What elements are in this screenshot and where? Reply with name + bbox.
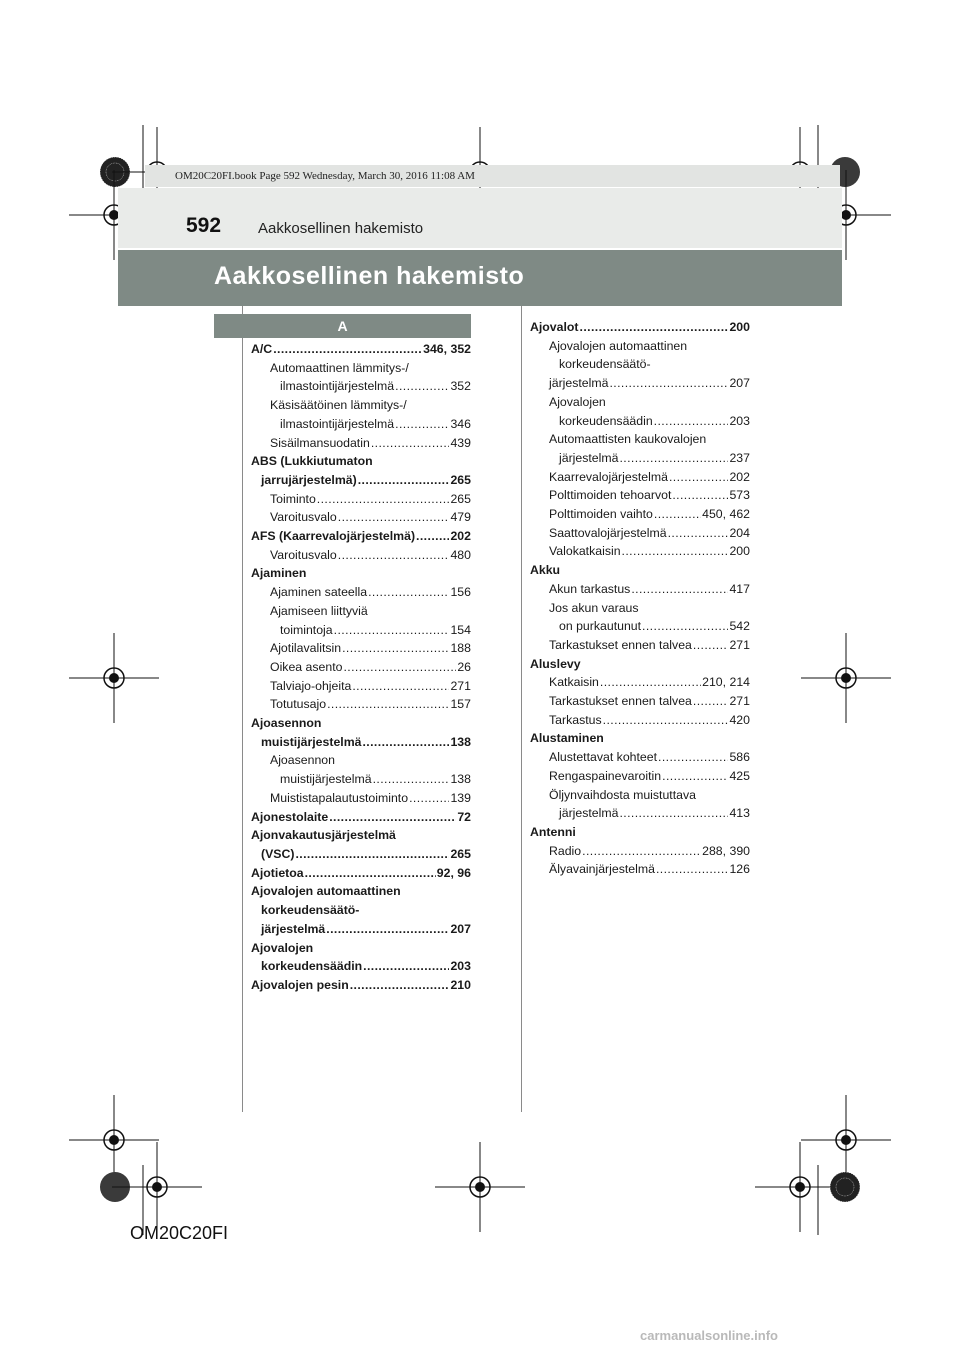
index-entry-leader [329, 808, 456, 827]
index-entry [530, 711, 750, 730]
index-entry [251, 845, 471, 864]
index-entry-term: Ajaminen sateella [270, 585, 368, 600]
index-entry-term: Ajoasennon [251, 716, 322, 731]
index-entry-page[interactable]: 413 [729, 806, 750, 821]
index-entry [251, 751, 471, 770]
index-entry-leader [693, 636, 729, 655]
index-entry-term: Ajovalot [530, 320, 579, 334]
index-entry-page[interactable]: 200 [729, 544, 750, 559]
index-entry-term: Tarkastukset ennen talvea [549, 694, 692, 709]
index-entry [251, 583, 471, 602]
index-entry-term: ilmastointijärjestelmä [280, 416, 395, 431]
index-entry [530, 449, 750, 468]
index-entry-term: Talviajo-ohjeita [270, 678, 352, 693]
index-entry-page[interactable]: 138 [450, 734, 471, 749]
index-entry [251, 864, 471, 883]
index-entry-term: Akun tarkastus [549, 581, 631, 596]
index-entry-term: Ajovalojen pesin [251, 977, 349, 992]
index-entry [251, 901, 471, 920]
index-entry-leader [395, 377, 449, 396]
index-entry-term: Automaattisten kaukovalojen [549, 432, 707, 447]
watermark: carmanualsonline.info [640, 1328, 778, 1343]
index-entry [251, 957, 471, 976]
index-entry-leader [409, 789, 449, 808]
index-entry [530, 673, 750, 692]
index-entry-term: muistijärjestelmä [261, 734, 362, 749]
index-entry-leader [619, 449, 728, 468]
index-entry [251, 527, 471, 546]
index-entry-term: järjestelmä [261, 921, 326, 936]
index-entry-page[interactable]: 188 [450, 641, 471, 656]
footer-code: OM20C20FI [130, 1223, 229, 1243]
index-entry-leader [603, 711, 729, 730]
index-entry-page[interactable]: 154 [450, 622, 471, 637]
index-entry-leader [600, 673, 701, 692]
index-entry-term: Ajovalojen automaattinen [251, 884, 401, 899]
index-entry-leader [326, 920, 449, 939]
index-entry [530, 524, 750, 543]
index-entry [251, 490, 471, 509]
index-entry-leader [654, 412, 729, 431]
index-entry-leader [362, 733, 449, 752]
index-entry [530, 823, 750, 842]
index-entry [251, 733, 471, 752]
index-entry [530, 374, 750, 393]
index-entry-leader [668, 524, 729, 543]
index-entry-term: Katkaisin [549, 675, 599, 690]
index-entry-leader [371, 434, 450, 453]
index-entry [530, 318, 750, 337]
index-entry-term: Käsisäätöinen lämmitys-/ [270, 398, 407, 413]
index-entry [530, 430, 750, 449]
index-entry-term: A/C [251, 342, 273, 356]
index-entry-term: korkeudensäätö- [261, 903, 360, 918]
index-entry [530, 505, 750, 524]
index-entry-leader [342, 639, 449, 658]
index-entry-term: järjestelmä [559, 450, 619, 465]
index-entry-term: toimintoja [280, 622, 333, 637]
banner-title: Aakkosellinen hakemisto [214, 262, 525, 290]
index-entry-leader [642, 617, 728, 636]
index-entry-leader [368, 583, 449, 602]
index-entry-leader [672, 486, 728, 505]
index-entry [251, 396, 471, 415]
index-entry-page[interactable]: 288, 390 [702, 843, 750, 858]
index-entry-page[interactable]: 202 [729, 469, 750, 484]
index-entry [251, 976, 471, 995]
index-entry [251, 677, 471, 696]
index-entry-page[interactable]: 237 [729, 450, 750, 465]
index-column-left [251, 340, 471, 995]
index-entry-leader [658, 748, 728, 767]
index-entry [251, 508, 471, 527]
index-entry-page[interactable]: 265 [450, 472, 471, 487]
index-entry-term: Akku [530, 563, 561, 578]
index-entry-leader [669, 468, 729, 487]
index-entry-term: Valokatkaisin [549, 544, 621, 559]
index-entry [530, 842, 750, 861]
index-entry-page[interactable]: 265 [450, 491, 471, 506]
index-entry [251, 434, 471, 453]
index-entry-term: Automaattinen lämmitys-/ [270, 360, 409, 375]
index-entry-leader [656, 860, 729, 879]
index-entry-page[interactable]: 139 [450, 790, 471, 805]
index-entry-leader [358, 471, 450, 490]
index-entry-term: korkeudensäädin [559, 413, 653, 428]
index-entry-term: Älyavainjärjestelmä [549, 862, 655, 877]
index-entry-term: Ajoasennon [270, 753, 335, 768]
index-column-right [530, 318, 750, 879]
index-entry-page[interactable]: 210, 214 [702, 675, 750, 690]
index-entry [251, 714, 471, 733]
index-entry-term: Antenni [530, 824, 576, 839]
index-entry [251, 471, 471, 490]
index-entry-leader [580, 318, 729, 337]
index-entry [530, 767, 750, 786]
index-entry-term: Tarkastukset ennen talvea [549, 637, 692, 652]
index-entry-page[interactable]: 203 [729, 413, 750, 428]
index-entry-leader [609, 374, 728, 393]
index-entry-leader [352, 677, 449, 696]
index-entry-page[interactable]: 420 [729, 712, 750, 727]
index-entry-page[interactable]: 417 [729, 581, 750, 596]
index-entry-page[interactable]: 200 [729, 320, 750, 334]
index-entry-page[interactable]: 203 [450, 959, 471, 974]
index-entry-page[interactable]: 157 [450, 697, 471, 712]
index-entry-term: AFS (Kaarrevalojärjestelmä) [251, 529, 416, 544]
index-entry [251, 826, 471, 845]
column-rule-right [521, 306, 522, 1112]
index-entry-leader [622, 542, 729, 561]
index-entry [530, 748, 750, 767]
index-entry-term: Ajaminen [251, 566, 307, 581]
index-entry-term: Ajovalojen [549, 394, 606, 409]
index-entry [530, 692, 750, 711]
index-entry-term: Muististapalautustoiminto [270, 790, 409, 805]
index-entry [251, 658, 471, 677]
index-entry-leader [662, 767, 728, 786]
index-entry-term: Ajamiseen liittyviä [270, 603, 368, 618]
page-number: 592 [186, 214, 222, 237]
page-header-band [118, 188, 842, 248]
index-entry-term: Kaarrevalojärjestelmä [549, 469, 668, 484]
index-entry-page[interactable]: 265 [450, 846, 471, 861]
index-entry [251, 939, 471, 958]
index-entry-page[interactable]: 210 [450, 977, 471, 992]
file-info-bar [145, 165, 840, 187]
index-entry [251, 377, 471, 396]
index-entry-page[interactable]: 207 [450, 921, 471, 936]
running-title: Aakkosellinen hakemisto [258, 220, 424, 237]
index-entry-page[interactable]: 26 [457, 659, 471, 674]
index-entry-leader [363, 957, 449, 976]
section-letter: A [337, 318, 348, 334]
index-entry-term: Jos akun varaus [549, 600, 639, 615]
index-entry-term: Ajovalojen automaattinen [549, 338, 688, 353]
index-entry-leader [295, 845, 449, 864]
index-entry-term: (VSC) [261, 846, 295, 861]
section-letter-bar [214, 314, 471, 338]
index-entry [251, 546, 471, 565]
index-entry-page[interactable]: 207 [729, 376, 750, 391]
index-entry-leader [693, 692, 729, 711]
index-entry-term: muistijärjestelmä [280, 772, 372, 787]
index-entry [530, 580, 750, 599]
index-entry-page[interactable]: 573 [729, 488, 750, 503]
index-entry-term: Alustaminen [530, 731, 604, 746]
index-entry-term: järjestelmä [559, 806, 619, 821]
index-entry [251, 808, 471, 827]
index-entry-leader [631, 580, 728, 599]
index-entry-page[interactable]: 271 [450, 678, 471, 693]
index-entry-term: Öljynvaihdosta muistuttava [549, 787, 696, 802]
index-entry-term: Varoitusvalo [270, 547, 337, 562]
index-entry-leader [327, 695, 449, 714]
index-entry [530, 486, 750, 505]
index-entry-term: korkeudensäädin [261, 959, 363, 974]
index-entry-leader [273, 340, 422, 359]
index-entry-leader [395, 415, 449, 434]
index-entry-leader [416, 527, 449, 546]
index-entry [530, 860, 750, 879]
index-entry [530, 561, 750, 580]
index-entry [251, 564, 471, 583]
index-entry-term: Toiminto [270, 491, 316, 506]
index-entry-term: Alustettavat kohteet [549, 750, 658, 765]
index-entry [251, 695, 471, 714]
index-entry-term: ilmastointijärjestelmä [280, 379, 395, 394]
index-entry [530, 617, 750, 636]
index-entry [251, 340, 471, 359]
index-entry-page[interactable]: 586 [729, 750, 750, 765]
index-entry-leader [338, 546, 450, 565]
index-entry [530, 655, 750, 674]
index-entry-page[interactable]: 439 [450, 435, 471, 450]
index-entry [530, 804, 750, 823]
index-entry-page[interactable]: 204 [729, 525, 750, 540]
index-entry-leader [582, 842, 701, 861]
index-entry-term: Sisäilmansuodatin [270, 435, 370, 450]
index-entry-term: Totutusajo [270, 697, 327, 712]
index-entry [530, 729, 750, 748]
index-entry-term: Aluslevy [530, 656, 581, 671]
index-entry [251, 359, 471, 378]
section-banner [118, 250, 842, 306]
index-entry-leader [343, 658, 456, 677]
index-entry [251, 882, 471, 901]
index-entry-leader [317, 490, 450, 509]
index-entry [530, 412, 750, 431]
index-entry-page[interactable]: 542 [729, 619, 750, 634]
index-entry-page[interactable]: 126 [729, 862, 750, 877]
index-entry-term: Ajotietoa [251, 865, 304, 880]
index-entry [251, 621, 471, 640]
index-entry [530, 786, 750, 805]
index-entry-term: korkeudensäätö- [559, 357, 651, 372]
index-entry-page[interactable]: 138 [450, 772, 471, 787]
index-entry [530, 468, 750, 487]
index-entry-leader [305, 864, 436, 883]
index-entry-leader [619, 804, 728, 823]
index-entry-term: Ajonvakautusjärjestelmä [251, 828, 396, 843]
index-entry [251, 920, 471, 939]
index-entry-page[interactable]: 425 [729, 768, 750, 783]
index-entry-page[interactable]: 346, 352 [423, 342, 471, 356]
column-rule-left [242, 306, 243, 1112]
index-entry-leader [350, 976, 450, 995]
index-entry [251, 452, 471, 471]
index-entry-term: Varoitusvalo [270, 510, 337, 525]
index-entry-leader [338, 508, 450, 527]
index-entry [530, 393, 750, 412]
index-entry [530, 599, 750, 618]
index-entry-page[interactable]: 271 [729, 694, 750, 709]
index-entry [530, 355, 750, 374]
index-entry-page[interactable]: 352 [450, 379, 471, 394]
index-entry-page[interactable]: 156 [450, 585, 471, 600]
index-entry [251, 602, 471, 621]
file-info-text: OM20C20FI.book Page 592 Wednesday, March 30, 2016 11:08 AM [175, 170, 475, 182]
index-entry-term: järjestelmä [549, 376, 609, 391]
index-entry [530, 542, 750, 561]
index-entry-page[interactable]: 271 [729, 637, 750, 652]
index-entry-page[interactable]: 72 [457, 809, 471, 824]
index-entry-term: Ajonestolaite [251, 809, 329, 824]
index-entry-page[interactable]: 450, 462 [702, 507, 750, 522]
index-entry-term: Tarkastus [549, 712, 602, 727]
index-entry-term: jarrujärjestelmä) [261, 472, 357, 487]
index-entry-term: Radio [549, 843, 582, 858]
index-entry-leader [373, 770, 450, 789]
index-entry-term: Ajotilavalitsin [270, 641, 342, 656]
index-entry-leader [654, 505, 701, 524]
index-entry-term: Polttimoiden vaihto [549, 507, 653, 522]
index-entry-term: ABS (Lukkiutumaton [251, 454, 373, 469]
index-entry-term: Rengaspainevaroitin [549, 768, 662, 783]
index-entry [530, 337, 750, 356]
index-entry [251, 789, 471, 808]
index-entry [530, 636, 750, 655]
index-entry-page[interactable]: 346 [450, 416, 471, 431]
index-entry-term: Saattovalojärjestelmä [549, 525, 667, 540]
index-entry-page[interactable]: 480 [450, 547, 471, 562]
index-entry-term: Oikea asento [270, 659, 343, 674]
index-entry-page[interactable]: 92, 96 [436, 865, 471, 880]
index-entry [251, 415, 471, 434]
index-entry-page[interactable]: 479 [450, 510, 471, 525]
index-entry [251, 639, 471, 658]
index-entry-term: on purkautunut [559, 619, 642, 634]
index-entry-term: Ajovalojen [251, 940, 314, 955]
index-entry-page[interactable]: 202 [450, 529, 471, 544]
index-entry [251, 770, 471, 789]
index-entry-leader [334, 621, 450, 640]
index-entry-term: Polttimoiden tehoarvot [549, 488, 672, 503]
